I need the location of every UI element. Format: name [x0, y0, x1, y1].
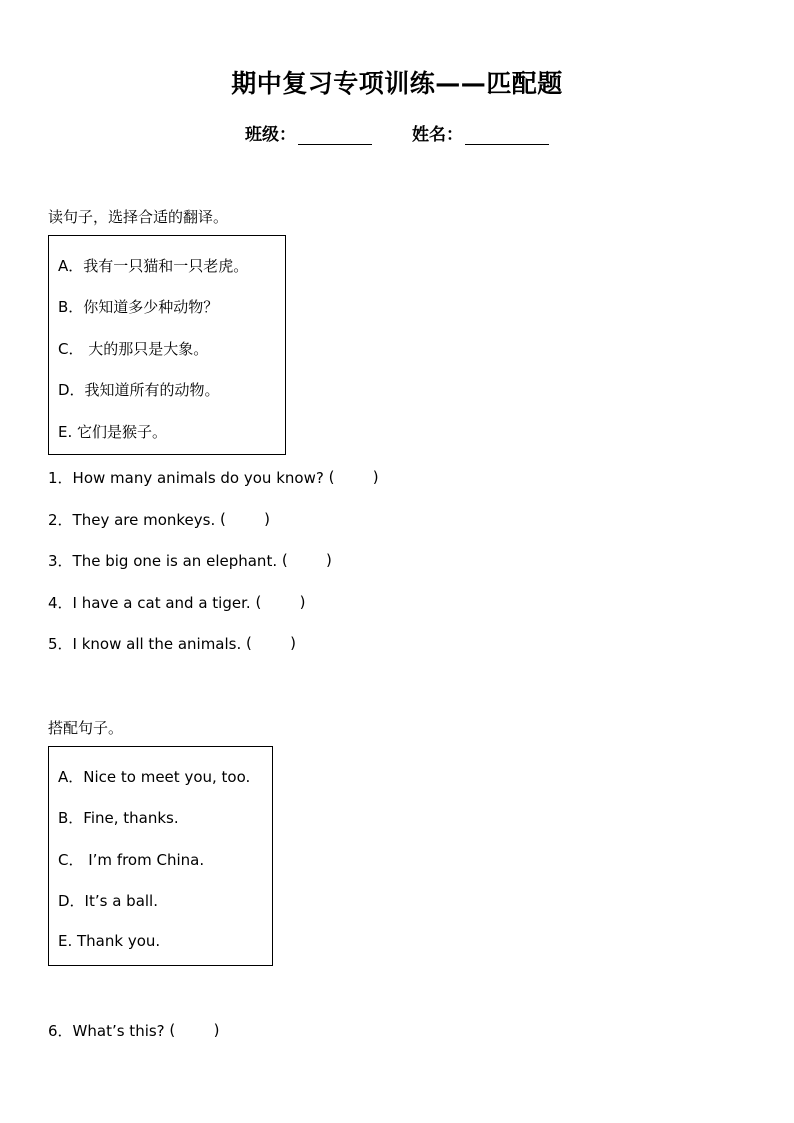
class-label: 班级： — [245, 125, 297, 145]
name-field — [412, 120, 549, 145]
section1-option-box — [48, 235, 286, 455]
option-b: B．Fine, thanks. — [58, 809, 179, 827]
answer-slot[interactable]: ( ) — [169, 1021, 220, 1039]
option-e: E. 它们是猴子。 — [58, 423, 168, 441]
class-blank[interactable] — [298, 144, 372, 145]
section2-option-box — [48, 746, 273, 966]
option-b: B．你知道多少种动物？ — [58, 298, 219, 316]
option-d: D．It’s a ball. — [58, 892, 158, 910]
page-title: 期中复习专项训练——匹配题 — [231, 69, 563, 98]
question-3 — [48, 550, 332, 571]
section2-instruction: 搭配句子。 — [48, 719, 124, 737]
answer-slot[interactable]: ( ) — [220, 510, 271, 528]
question-text: 4．I have a cat and a tiger. — [48, 594, 251, 612]
option-e: E. Thank you. — [58, 932, 161, 950]
class-field — [245, 120, 372, 145]
question-text: 3．The big one is an elephant. — [48, 552, 278, 570]
section1-instruction: 读句子，选择合适的翻译。 — [48, 208, 229, 226]
option-a: A．我有一只猫和一只老虎。 — [58, 257, 249, 275]
option-c: C． 大的那只是大象。 — [58, 340, 209, 358]
question-text: 6．What’s this? — [48, 1022, 165, 1040]
name-blank[interactable] — [465, 144, 549, 145]
question-6 — [48, 1020, 219, 1041]
answer-slot[interactable]: ( ) — [255, 593, 306, 611]
answer-slot[interactable]: ( ) — [328, 468, 379, 486]
option-d: D．我知道所有的动物。 — [58, 381, 220, 399]
question-4 — [48, 592, 305, 613]
question-5 — [48, 633, 296, 654]
question-text: 1．How many animals do you know? — [48, 469, 324, 487]
question-text: 2．They are monkeys. — [48, 511, 216, 529]
student-info — [0, 120, 794, 145]
question-2 — [48, 509, 270, 530]
answer-slot[interactable]: ( ) — [281, 551, 332, 569]
option-c: C． I’m from China. — [58, 851, 205, 869]
question-text: 5．I know all the animals. — [48, 635, 242, 653]
name-label: 姓名： — [411, 125, 463, 145]
option-a: A．Nice to meet you, too. — [58, 768, 251, 786]
answer-slot[interactable]: ( ) — [246, 634, 297, 652]
question-1 — [48, 467, 379, 488]
